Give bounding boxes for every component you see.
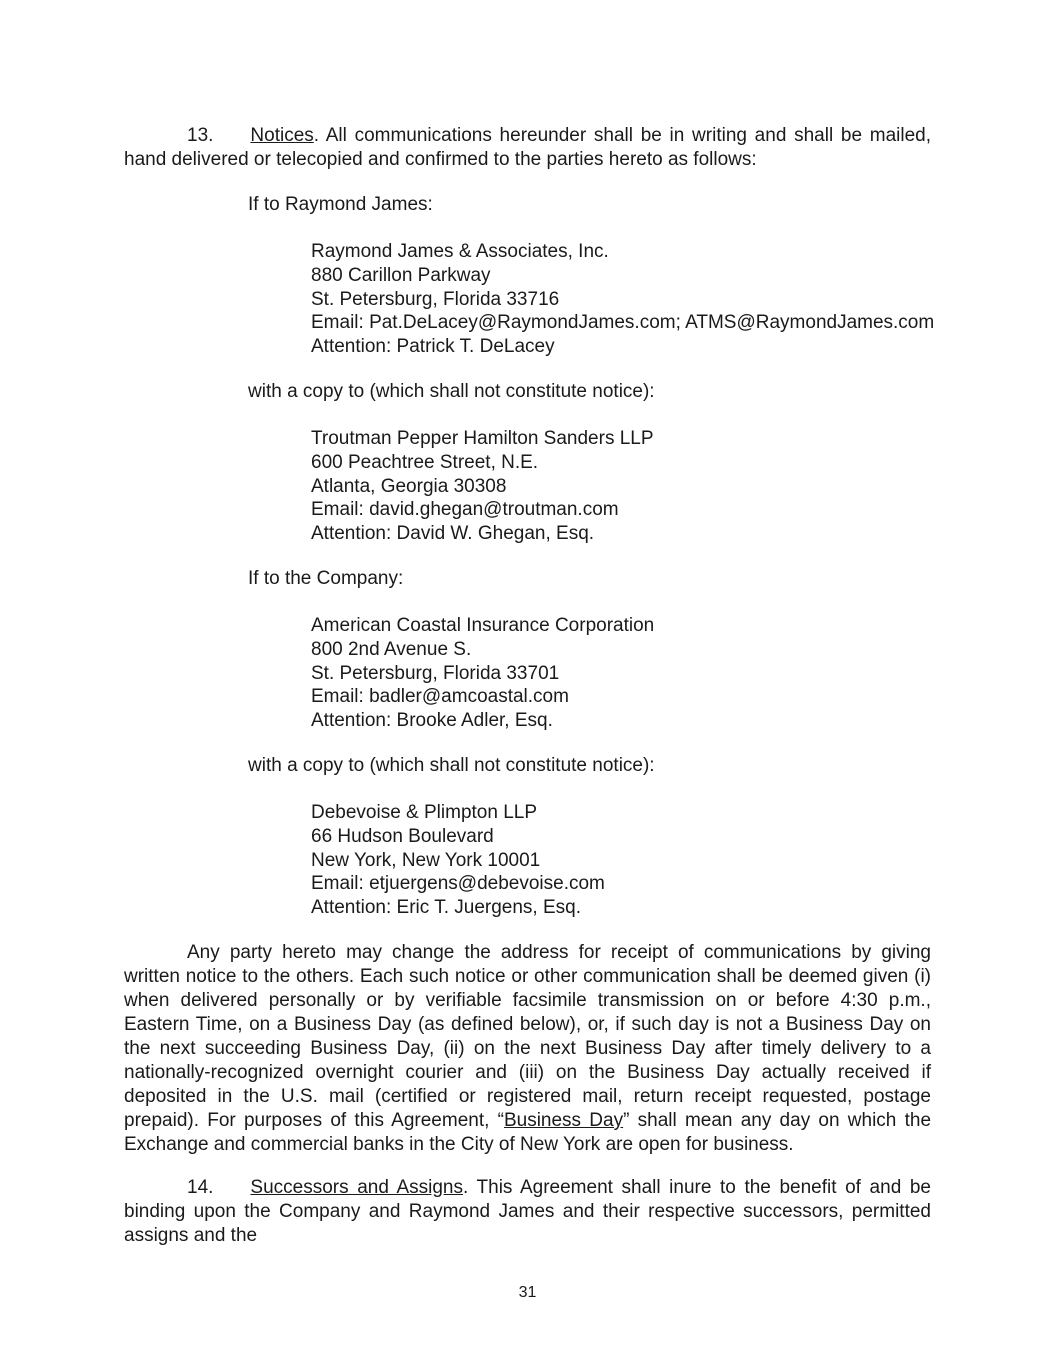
- page-number: 31: [518, 1284, 537, 1301]
- section-14-paragraph: [124, 1176, 931, 1248]
- raymond-james-attention-line: Attention: Patrick T. DeLacey: [311, 336, 555, 358]
- section-14-number: 14.: [187, 1177, 214, 1198]
- company-address-line: St. Petersburg, Florida 33701: [311, 662, 560, 684]
- section-13-number: 13.: [187, 125, 214, 146]
- company-copy-intro: with a copy to (which shall not constitute notice):: [248, 755, 655, 776]
- company-address-line: American Coastal Insurance Corporation: [311, 615, 655, 636]
- company-intro: If to the Company:: [248, 568, 404, 589]
- change-of-address-text-end: ” shall mean any day on which the Exchange and commercial banks in the City of New York are open for business.: [124, 1110, 932, 1155]
- section-13-intro: [124, 124, 931, 172]
- company-copy-email-line: Email: etjuergens@debevoise.com: [311, 873, 605, 895]
- section-14-heading: Successors and Assigns: [250, 1177, 463, 1198]
- company-copy-address-line: 66 Hudson Boulevard: [311, 825, 494, 847]
- business-day-defined-term: Business Day: [503, 1110, 624, 1131]
- raymond-james-address-block: [311, 240, 934, 359]
- rj-copy-address-line: Atlanta, Georgia 30308: [311, 475, 507, 497]
- raymond-james-address-line: Raymond James & Associates, Inc.: [311, 241, 609, 262]
- rj-copy-email-line: Email: david.ghegan@troutman.com: [311, 499, 619, 521]
- raymond-james-email-line: Email: Pat.DeLacey@RaymondJames.com; ATMS@RaymondJames.com: [311, 312, 935, 334]
- rj-copy-intro: with a copy to (which shall not constitute notice):: [248, 381, 655, 402]
- raymond-james-address-line: 880 Carillon Parkway: [311, 264, 491, 286]
- company-copy-address-line: Debevoise & Plimpton LLP: [311, 802, 538, 823]
- company-copy-attention-line: Attention: Eric T. Juergens, Esq.: [311, 897, 582, 919]
- change-of-address-paragraph: [124, 941, 931, 1157]
- rj-copy-address-block: [311, 427, 654, 546]
- company-attention-line: Attention: Brooke Adler, Esq.: [311, 710, 553, 732]
- company-copy-address-line: New York, New York 10001: [311, 849, 541, 871]
- company-copy-address-block: [311, 801, 605, 920]
- section-13-heading: Notices: [250, 125, 314, 146]
- company-address-line: 800 2nd Avenue S.: [311, 638, 472, 660]
- company-address-block: [311, 614, 654, 733]
- rj-copy-address-line: Troutman Pepper Hamilton Sanders LLP: [311, 428, 654, 449]
- rj-copy-address-line: 600 Peachtree Street, N.E.: [311, 451, 539, 473]
- change-of-address-text: Any party hereto may change the address for receipt of communications by giving written notice to the others. Each such notice or other communication shall be deemed given (i) when delivered personally or by verifiable facsimile transmission on or before 4:30 p.m., Eastern Time, on a Business Day (as defined below), or, if such day is not a Business Day on the next succeeding Business Day, (ii) on the next Business Day after timely delivery to a nationally-recognized overnight courier and (iii) on the Business Day actually received if deposited in the U.S. mail (certified or registered mail, return receipt requested, postage prepaid). For purposes of this Agreement, “: [124, 942, 931, 1131]
- section-14-text: . This Agreement shall inure to the benefit of and be binding upon the Company and Raymond James and their respective successors, permitted assigns and the: [124, 1177, 931, 1246]
- section-13-intro-text: . All communications hereunder shall be in writing and shall be mailed, hand delivered or telecopied and confirmed to the parties hereto as follows:: [124, 125, 931, 170]
- raymond-james-address-line: St. Petersburg, Florida 33716: [311, 288, 560, 310]
- raymond-james-intro: If to Raymond James:: [248, 194, 433, 215]
- rj-copy-attention-line: Attention: David W. Ghegan, Esq.: [311, 523, 595, 545]
- company-email-line: Email: badler@amcoastal.com: [311, 686, 569, 708]
